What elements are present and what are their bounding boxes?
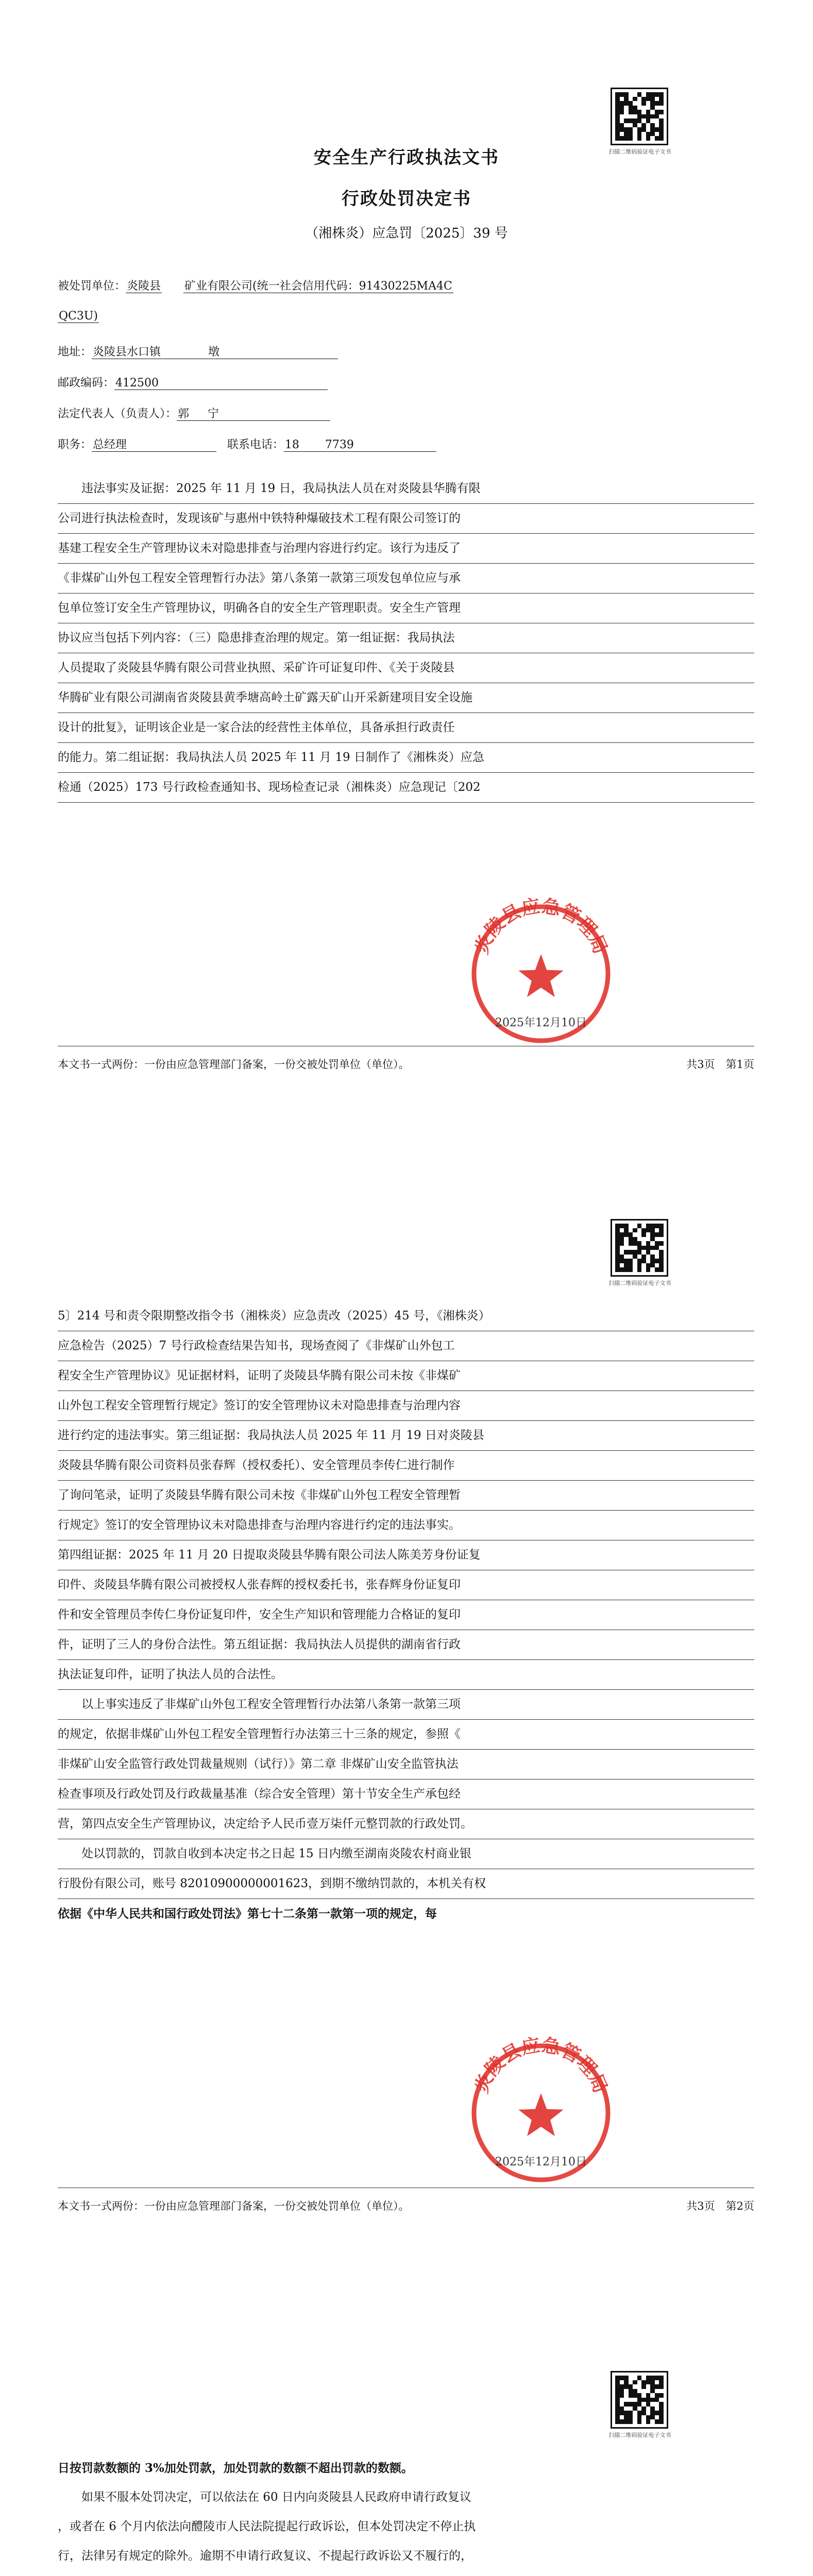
body-line: 检通（2025）173 号行政检查通知书、现场检查记录（湘株炎）应急现记〔202 (58, 773, 754, 803)
page3-body (58, 2453, 754, 2576)
body-line: 协议应当包括下列内容：（三）隐患排查治理的规定。第一组证据：我局执法 (58, 623, 754, 653)
svg-text:2025年12月10日: 2025年12月10日 (495, 1016, 587, 1029)
body-line: 检查事项及行政处罚及行政裁量基准（综合安全管理）第十节安全生产承包经 (58, 1780, 754, 1809)
body-line: 5〕214 号和责令限期整改指令书（湘株炎）应急责改（2025）45 号，《湘株炎） (58, 1301, 754, 1331)
seal-star-icon (518, 2093, 563, 2136)
postcode-value: 412500 (115, 377, 159, 389)
party-label: 被处罚单位： (58, 280, 126, 293)
body-line: 包单位签订安全生产管理协议，明确各自的安全生产管理职责。安全生产管理 (58, 594, 754, 623)
address-row (58, 344, 338, 361)
body-line: 违法事实及证据：2025 年 11 月 19 日，我局执法人员在对炎陵县华腾有限 (58, 474, 754, 504)
phone-a: 18 (284, 438, 299, 451)
body-line: 华腾矿业有限公司湖南省炎陵县黄季塘高岭土矿露天矿山开采新建项目安全设施 (58, 683, 754, 713)
body-line: 程安全生产管理协议》见证据材料，证明了炎陵县华腾有限公司未按《非煤矿 (58, 1361, 754, 1391)
qr-caption: 扫描二维码验证电子文书 (608, 1280, 671, 1286)
body-line (58, 2571, 754, 2576)
body-line: 如果不服本处罚决定，可以依法在 60 日内向炎陵县人民政府申请行政复议 (81, 2490, 471, 2504)
body-line: 以上事实违反了非煤矿山外包工程安全管理暂行办法第八条第一款第三项 (58, 1690, 754, 1720)
body-line: 件和安全管理员李传仁身份证复印件，安全生产知识和管理能力合格证的复印 (58, 1600, 754, 1630)
page-1 (0, 0, 813, 1152)
page2-footer (58, 2198, 754, 2213)
body-line: 日按罚款数额的 3%加处罚款，加处罚款的数额不超出罚款的数额。 (58, 2461, 413, 2475)
body-line: 印件、炎陵县华腾有限公司被授权人张春辉的授权委托书，张春辉身份证复印 (58, 1570, 754, 1600)
page1-body (58, 474, 754, 803)
svg-text:2025年12月10日: 2025年12月10日 (495, 2156, 587, 2168)
title-value: 总经理 (93, 438, 127, 451)
svg-text:炎陵县应急管理局: 炎陵县应急管理局 (470, 896, 612, 957)
body-line: 行股份有限公司，账号 82010900000001623，到期不缴纳罚款的，本机关有权 (58, 1869, 754, 1899)
body-line: 处以罚款的，罚款自收到本决定书之日起 15 日内缴至湖南炎陵农村商业银 (58, 1839, 754, 1869)
rep-value: 郭 (178, 408, 190, 420)
address-label: 地址： (58, 346, 92, 359)
official-seal (464, 2036, 618, 2190)
phone-b: 7739 (325, 438, 354, 451)
postcode-label: 邮政编码： (58, 377, 115, 389)
body-line: 炎陵县华腾有限公司资料员张春辉（授权委托）、安全管理员李传仁进行制作 (58, 1451, 754, 1481)
page-number: 共3页 第1页 (686, 1058, 754, 1071)
svg-text:炎陵县应急管理局: 炎陵县应急管理局 (470, 2036, 612, 2096)
qr-caption: 扫描二维码验证电子文书 (608, 2432, 671, 2438)
body-line: 基建工程安全生产管理协议未对隐患排查与治理内容进行约定。该行为违反了 (58, 534, 754, 564)
body-line: 山外包工程安全管理暂行规定》签订的安全管理协议未对隐患排查与治理内容 (58, 1391, 754, 1421)
postcode-row (58, 375, 328, 392)
title-phone-row (58, 437, 436, 453)
qr-code-icon (611, 2371, 668, 2429)
body-line: 第四组证据：2025 年 11 月 20 日提取炎陵县华腾有限公司法人陈美芳身份证复 (58, 1540, 754, 1570)
body-line: 应急检告（2025）7 号行政检查结果告知书，现场查阅了《非煤矿山外包工 (58, 1331, 754, 1361)
page-3 (0, 2304, 813, 2576)
party-value-b: 矿业有限公司(统一社会信用代码：91430225MA4C (184, 280, 452, 293)
seal-graphic (464, 2036, 618, 2190)
body-line: 依据《中华人民共和国行政处罚法》第七十二条第一款第一项的规定，每 (58, 1907, 437, 1921)
body-line: 执法证复印件，证明了执法人员的合法性。 (58, 1660, 754, 1690)
body-line: 公司进行执法检查时，发现该矿与惠州中铁特种爆破技术工程有限公司签订的 (58, 504, 754, 534)
footer-note: 本文书一式两份：一份由应急管理部门备案，一份交被处罚单位（单位）。 (58, 2200, 410, 2212)
address-value: 炎陵县水口镇 (93, 346, 161, 359)
body-line: 件，证明了三人的身份合法性。第五组证据：我局执法人员提供的湖南省行政 (58, 1630, 754, 1660)
rep-label: 法定代表人（负责人）： (58, 408, 177, 420)
body-line: 人员提取了炎陵县华腾有限公司营业执照、采矿许可证复印件、《关于炎陵县 (58, 653, 754, 683)
party-value-a: 炎陵县 (127, 280, 161, 293)
body-line: 的规定，依据非煤矿山外包工程安全管理暂行办法第三十三条的规定，参照《 (58, 1720, 754, 1750)
document-title: 安全生产行政执法文书 (314, 147, 499, 168)
footer-note: 本文书一式两份：一份由应急管理部门备案，一份交被处罚单位（单位）。 (58, 1058, 410, 1071)
seal-graphic (464, 896, 618, 1051)
party-row (58, 278, 453, 295)
body-line: 设计的批复》，证明该企业是一家合法的经营性主体单位，具备承担行政责任 (58, 713, 754, 743)
page2-body (58, 1301, 754, 1928)
body-line: 《非煤矿山外包工程安全管理暂行办法》第八条第一款第三项发包单位应与承 (58, 564, 754, 594)
official-seal (464, 896, 618, 1051)
title-label: 职务： (58, 438, 92, 451)
body-line: 进行约定的违法事实。第三组证据：我局执法人员 2025 年 11 月 19 日对炎陵县 (58, 1421, 754, 1451)
phone-label: 联系电话： (227, 438, 284, 451)
body-line: 营，第四点安全生产管理协议，决定给予人民币壹万柒仟元整罚款的行政处罚。 (58, 1809, 754, 1839)
document-subtitle: 行政处罚决定书 (342, 189, 471, 209)
body-line: 的能力。第二组证据：我局执法人员 2025 年 11 月 19 日制作了《湘株炎）应急 (58, 743, 754, 773)
rep-tail: 宁 (208, 408, 219, 420)
document-number: （湘株炎）应急罚〔2025〕39 号 (305, 226, 508, 241)
seal-star-icon (518, 954, 563, 997)
body-line: 行规定》签订的安全管理协议未对隐患排查与治理内容进行约定的违法事实。 (58, 1511, 754, 1540)
qr-code-icon (611, 88, 668, 145)
body-line: 非煤矿山安全监管行政处罚裁量规则（试行）》第二章 非煤矿山安全监管执法 (58, 1750, 754, 1780)
page-number: 共3页 第2页 (686, 2200, 754, 2212)
rep-row (58, 406, 330, 422)
party-value-c: QC3U) (59, 310, 98, 323)
page-2 (0, 1152, 813, 2304)
body-line: ，或者在 6 个月内依法向醴陵市人民法院提起行政诉讼，但本处罚决定不停止执 (58, 2520, 476, 2533)
page1-footer (58, 1056, 754, 1072)
qr-code-icon (611, 1219, 668, 1277)
body-line: 行，法律另有规定的除外。逾期不申请行政复议、不提起行政诉讼又不履行的， (58, 2549, 472, 2563)
body-line: 了询问笔录，证明了炎陵县华腾有限公司未按《非煤矿山外包工程安全管理暂 (58, 1481, 754, 1511)
address-tail: 墩 (208, 346, 219, 359)
qr-caption: 扫描二维码验证电子文书 (608, 148, 671, 155)
party-row-cont (58, 308, 99, 325)
